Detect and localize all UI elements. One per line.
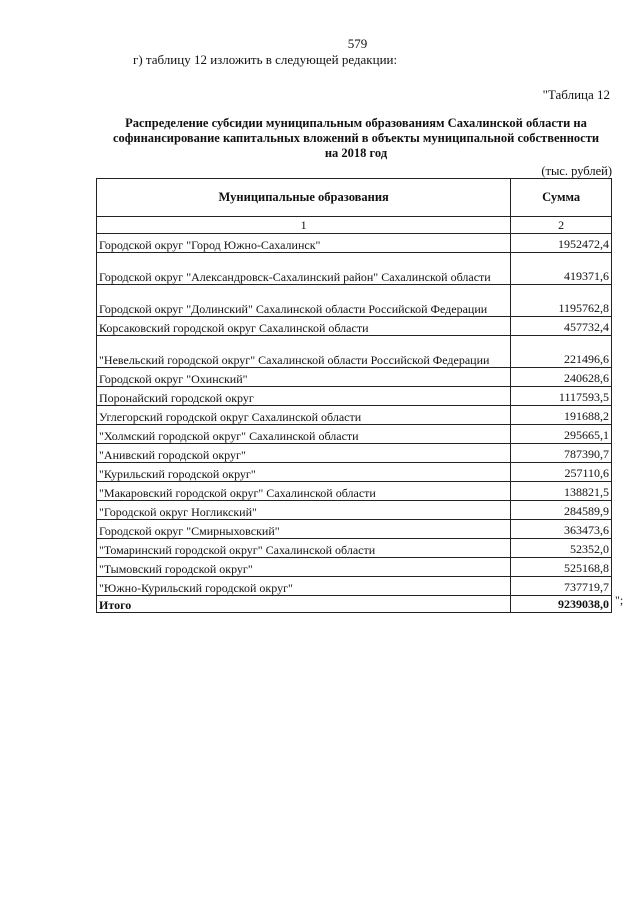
table-row bbox=[97, 317, 612, 336]
heading-line-2: софинансирование капитальных вложений в объекты муниципальной собственности bbox=[112, 131, 600, 145]
municipality-name: "Городской округ Ногликский" bbox=[97, 501, 511, 520]
subsidy-sum: 295665,1 bbox=[511, 425, 612, 444]
municipality-name: Городской округ "Охинский" bbox=[97, 368, 511, 387]
subsidy-sum: 240628,6 bbox=[511, 368, 612, 387]
subsidy-sum: 257110,6 bbox=[511, 463, 612, 482]
table-row bbox=[97, 368, 612, 387]
subsidy-sum: 787390,7 bbox=[511, 444, 612, 463]
municipality-name: Городской округ "Смирныховский" bbox=[97, 520, 511, 539]
column-header-sum: Сумма bbox=[511, 179, 612, 217]
column-number-2: 2 bbox=[511, 217, 612, 234]
municipality-name: "Невельский городской округ" Сахалинской области Российской Федерации bbox=[97, 336, 511, 368]
municipality-name: "Томаринский городской округ" Сахалинской области bbox=[97, 539, 511, 558]
table-row bbox=[97, 425, 612, 444]
subsidy-sum: 363473,6 bbox=[511, 520, 612, 539]
subsidy-sum: 52352,0 bbox=[511, 539, 612, 558]
subsidy-sum: 737719,7 bbox=[511, 577, 612, 596]
table-row bbox=[97, 558, 612, 577]
subsidy-sum: 221496,6 bbox=[511, 336, 612, 368]
intro-text: г) таблицу 12 изложить в следующей редакции: bbox=[133, 52, 398, 67]
total-sum: 9239038,0 bbox=[511, 596, 612, 613]
column-number-row bbox=[97, 217, 612, 234]
table-row bbox=[97, 463, 612, 482]
subsidy-sum: 419371,6 bbox=[511, 253, 612, 285]
municipality-name: "Холмский городской округ" Сахалинской области bbox=[97, 425, 511, 444]
subsidy-table bbox=[96, 178, 612, 613]
municipality-name: "Анивский городской округ" bbox=[97, 444, 511, 463]
subsidy-sum: 284589,9 bbox=[511, 501, 612, 520]
subsidy-sum: 457732,4 bbox=[511, 317, 612, 336]
municipality-name: Корсаковский городской округ Сахалинской области bbox=[97, 317, 511, 336]
heading-line-1: Распределение субсидии муниципальным образованиям Сахалинской области на bbox=[125, 116, 587, 130]
table-row bbox=[97, 577, 612, 596]
table-row bbox=[97, 501, 612, 520]
municipality-name: "Макаровский городской округ" Сахалинской области bbox=[97, 482, 511, 501]
subsidy-sum: 1952472,4 bbox=[511, 234, 612, 253]
page-number: 579 bbox=[347, 36, 368, 51]
subsidy-sum: 525168,8 bbox=[511, 558, 612, 577]
municipality-name: Городской округ "Долинский" Сахалинской области Российской Федерации bbox=[97, 285, 511, 317]
total-row bbox=[97, 596, 612, 613]
subsidy-sum: 138821,5 bbox=[511, 482, 612, 501]
municipality-name: "Курильский городской округ" bbox=[97, 463, 511, 482]
table-row bbox=[97, 520, 612, 539]
subsidy-sum: 1195762,8 bbox=[511, 285, 612, 317]
subsidy-sum: 191688,2 bbox=[511, 406, 612, 425]
table-row bbox=[97, 406, 612, 425]
table-row bbox=[97, 387, 612, 406]
municipality-name: "Южно-Курильский городской округ" bbox=[97, 577, 511, 596]
table-row bbox=[97, 234, 612, 253]
table-row bbox=[97, 285, 612, 317]
table-row bbox=[97, 539, 612, 558]
table-row bbox=[97, 444, 612, 463]
municipality-name: Городской округ "Город Южно-Сахалинск" bbox=[97, 234, 511, 253]
total-label: Итого bbox=[97, 596, 511, 613]
table-row bbox=[97, 482, 612, 501]
column-header-municipalities: Муниципальные образования bbox=[97, 179, 511, 217]
column-number-1: 1 bbox=[97, 217, 511, 234]
table-row bbox=[97, 253, 612, 285]
subsidy-sum: 1117593,5 bbox=[511, 387, 612, 406]
table-label: "Таблица 12 bbox=[542, 87, 610, 102]
heading-line-3: на 2018 год bbox=[324, 146, 388, 160]
municipality-name: "Тымовский городской округ" bbox=[97, 558, 511, 577]
header-row bbox=[97, 179, 612, 217]
municipality-name: Городской округ "Александровск-Сахалинский район" Сахалинской области bbox=[97, 253, 511, 285]
table-heading bbox=[96, 116, 616, 161]
closing-quote: "; bbox=[615, 593, 624, 607]
municipality-name: Углегорский городской округ Сахалинской области bbox=[97, 406, 511, 425]
municipality-name: Поронайский городской округ bbox=[97, 387, 511, 406]
units-label: (тыс. рублей) bbox=[541, 164, 612, 178]
table-row bbox=[97, 336, 612, 368]
